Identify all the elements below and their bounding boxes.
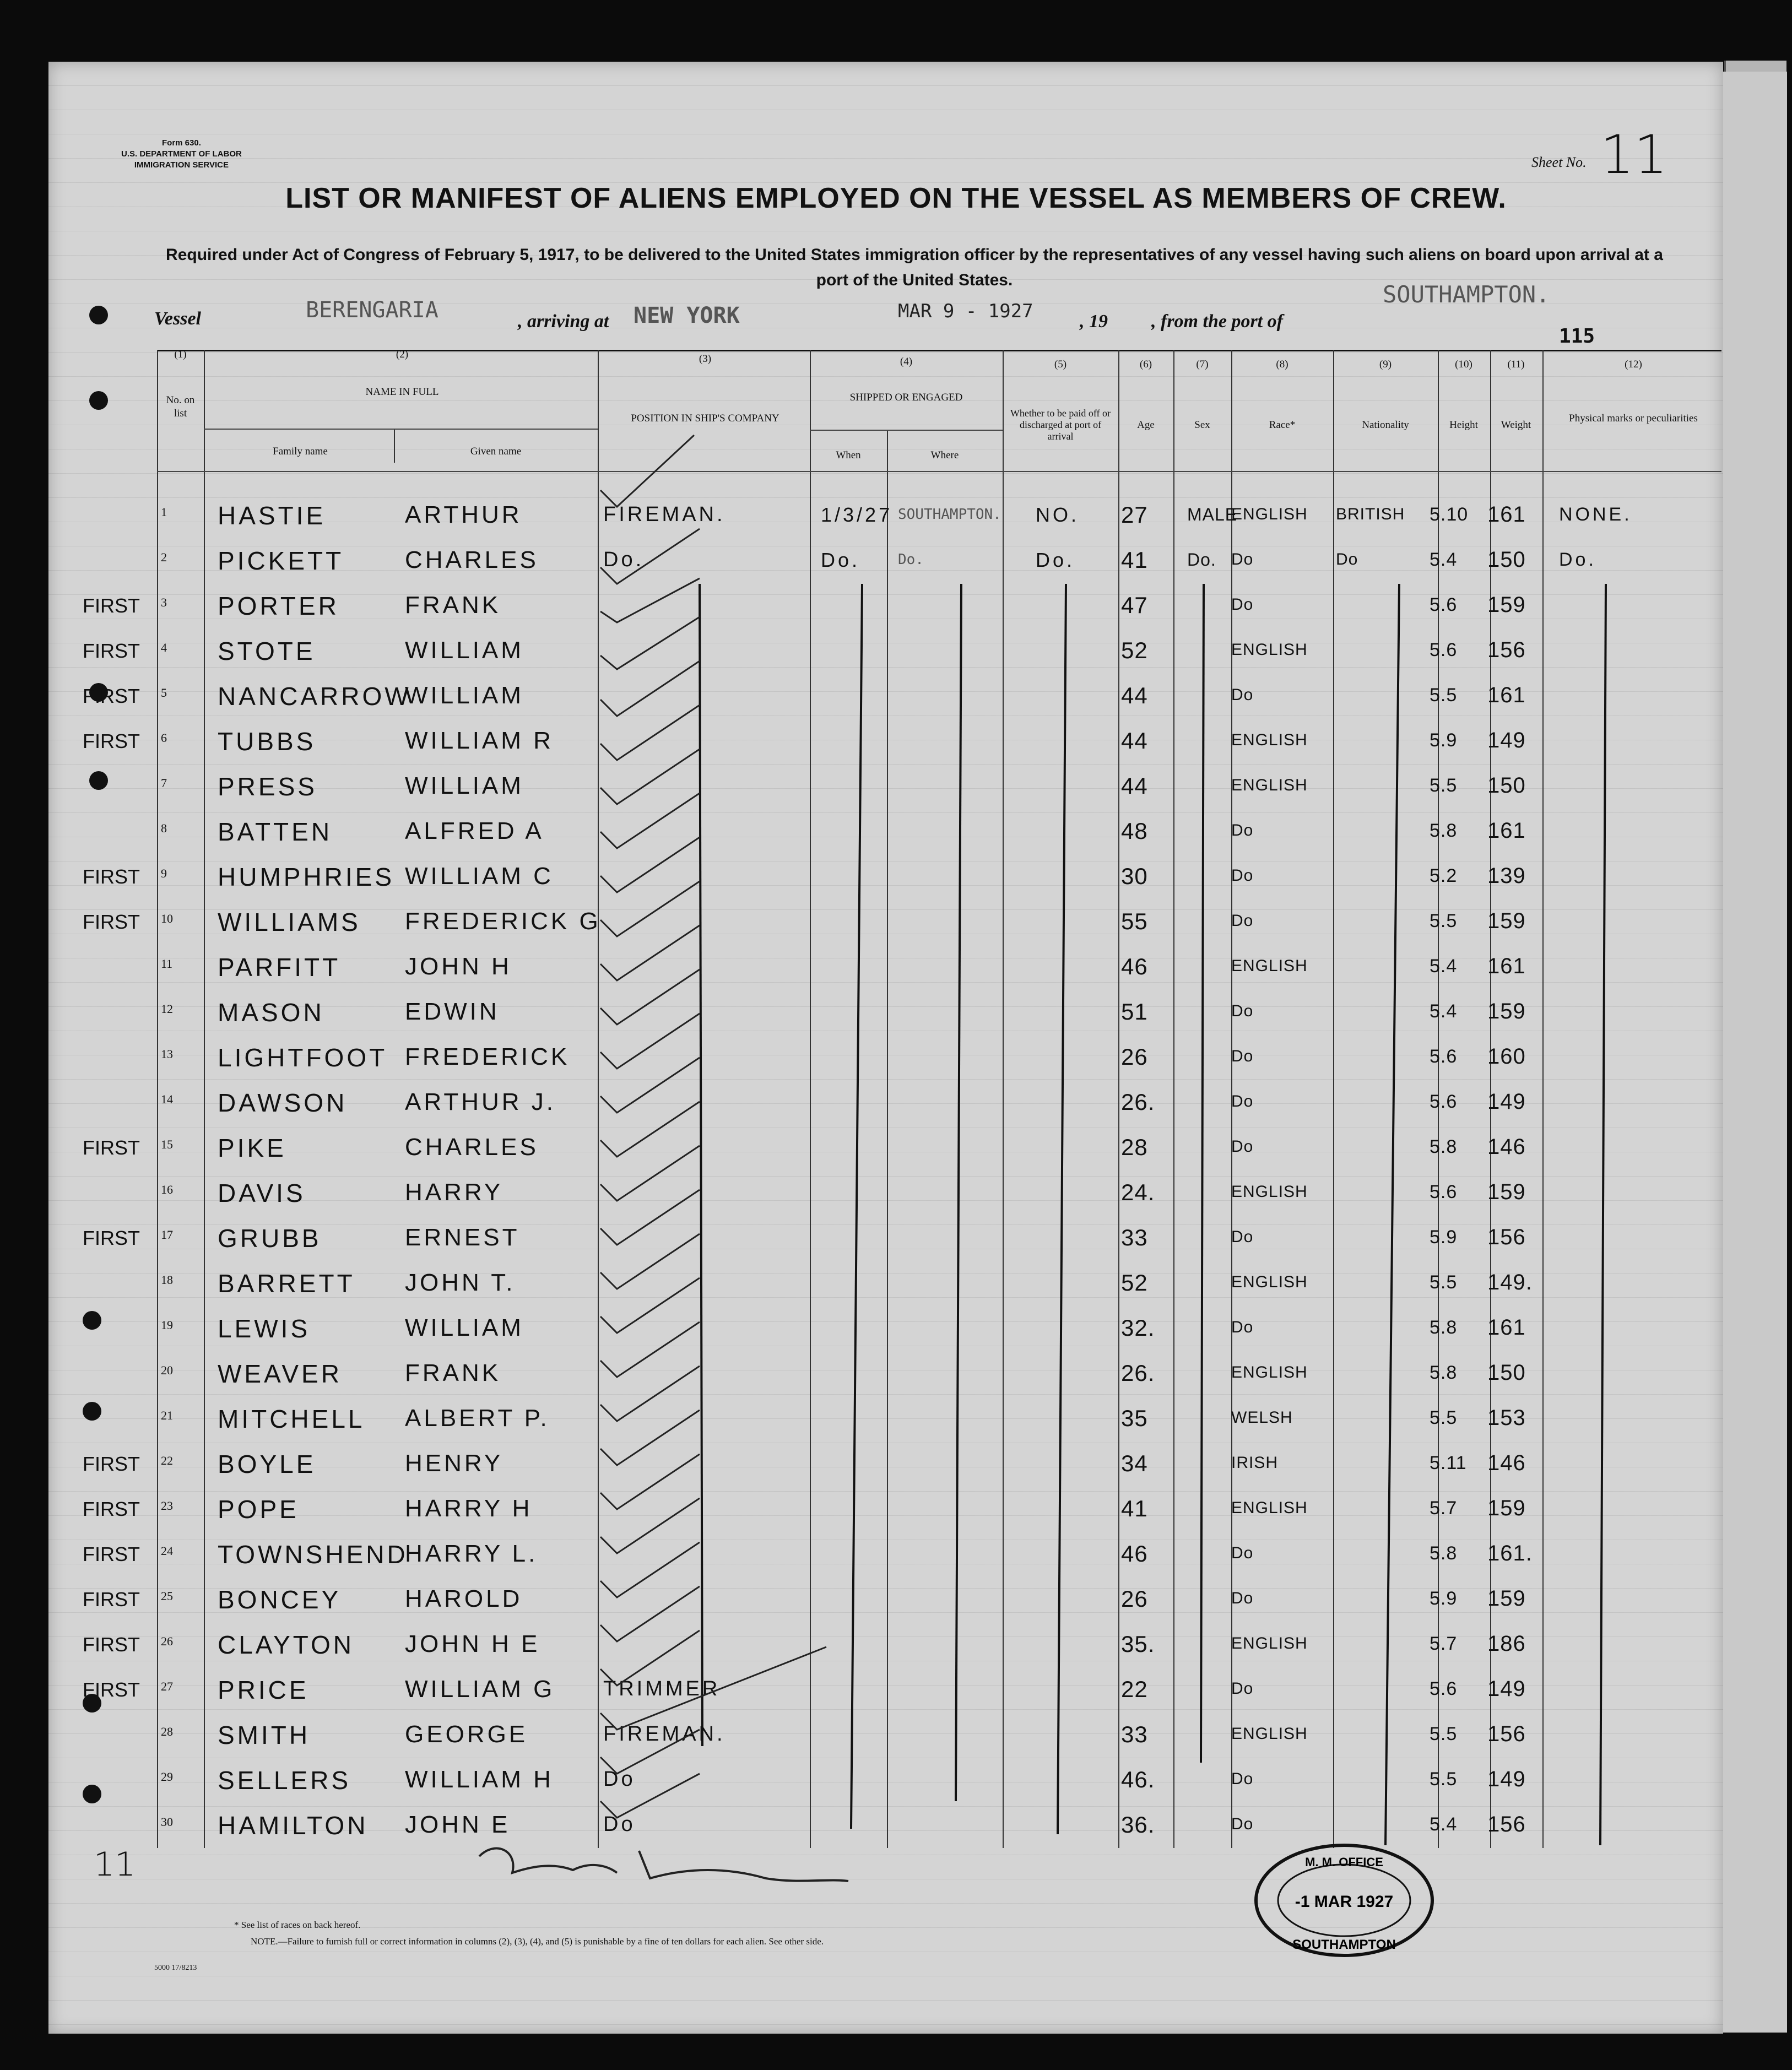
cell-weight: 159 [1487,1180,1526,1204]
stamp-bottom: SOUTHAMPTON [1292,1937,1396,1952]
cell-race: Do [1231,1815,1254,1833]
cell-height: 5.6 [1430,1091,1458,1112]
cell-family: HASTIE [218,501,326,530]
cell-given: HARRY L. [405,1540,538,1567]
cell-race: Do [1231,1544,1254,1562]
row-number: 25 [161,1589,173,1603]
cell-age: 47 [1121,592,1148,618]
cell-nationality: BRITISH [1336,505,1405,523]
row-number: 11 [161,957,173,971]
arriving-label: , arriving at [518,311,609,332]
row-number: 7 [161,776,167,790]
cell-family: GRUBB [218,1224,322,1253]
cell-race: Do [1231,912,1254,930]
cell-age: 34 [1121,1450,1148,1476]
cell-height: 5.6 [1430,1678,1458,1699]
row-number: 1 [161,505,167,519]
cell-family: NANCARROW [218,682,412,711]
header-paid-off: Whether to be paid off or discharged at port of arrival [1010,408,1111,442]
cell-given: FRANK [405,592,501,619]
cell-family: WEAVER [218,1359,342,1388]
col-num-12: (12) [1625,359,1642,370]
cell-given: HARRY H [405,1495,533,1522]
margin-first-note: FIRST [83,1453,140,1475]
cell-given: WILLIAM [405,1314,524,1341]
col-num-1: (1) [174,349,187,360]
col-num-7: (7) [1196,359,1209,370]
cell-height: 5.8 [1430,1317,1458,1338]
print-code: 5000 17/8213 [154,1964,197,1972]
cell-family: SELLERS [218,1766,351,1795]
cell-height: 5.7 [1430,1498,1458,1519]
service: IMMIGRATION SERVICE [134,160,229,170]
cell-family: HUMPHRIES [218,863,395,891]
cell-where: Do. [898,551,924,568]
row-number: 26 [161,1634,173,1648]
header-sex: Sex [1194,419,1210,431]
cell-family: PARFITT [218,953,341,982]
cell-height: 5.8 [1430,1136,1458,1157]
cell-given: WILLIAM H [405,1766,554,1793]
header-weight: Weight [1501,419,1531,431]
row-number: 9 [161,866,167,880]
cell-given: WILLIAM [405,637,524,664]
row-number: 29 [161,1770,173,1784]
cell-given: HAROLD [405,1585,523,1612]
cell-height: 5.2 [1430,865,1458,886]
margin-first-note: FIRST [83,1588,140,1611]
cell-when: 1/3/27 [821,503,893,526]
office-stamp [1250,1840,1438,1961]
col-num-9: (9) [1379,359,1392,370]
cell-age: 26 [1121,1586,1148,1612]
cell-paid: Do. [1036,549,1075,571]
cell-given: WILLIAM G [405,1676,555,1703]
cell-height: 5.4 [1430,1814,1458,1835]
cell-given: WILLIAM C [405,863,554,890]
cell-race: IRISH [1231,1454,1279,1472]
row-number: 3 [161,595,167,609]
penalty-note: NOTE.—Failure to furnish full or correct information in columns (2), (3), (4), and (5) is punishable by a fine of ten dollars for each alien. See other side. [251,1936,824,1947]
race-footnote: * See list of races on back hereof. [234,1920,361,1930]
cell-race: Do [1231,1679,1254,1698]
cell-age: 24. [1121,1179,1155,1205]
col-num-3: (3) [699,353,712,365]
cell-height: 5.5 [1430,685,1458,706]
cell-age: 44 [1121,682,1148,708]
cell-height: 5.8 [1430,1362,1458,1383]
cell-height: 5.5 [1430,1769,1458,1790]
cell-given: JOHN E [405,1811,511,1838]
cell-height: 5.11 [1430,1453,1467,1473]
cell-age: 52 [1121,1270,1148,1296]
cell-family: LIGHTFOOT [218,1043,388,1072]
cell-weight: 150 [1487,1361,1526,1385]
sheet-label: Sheet No. [1531,154,1587,170]
row-number: 20 [161,1363,173,1377]
cell-weight: 159 [1487,909,1526,933]
row-number: 8 [161,821,167,835]
cell-height: 5.4 [1430,549,1458,570]
cell-weight: 146 [1487,1135,1526,1159]
cell-age: 52 [1121,637,1148,663]
cell-given: WILLIAM [405,682,524,709]
cell-race: Do [1231,1318,1254,1336]
cell-given: GEORGE [405,1721,528,1748]
cell-where: SOUTHAMPTON. [898,506,1001,523]
cell-height: 5.4 [1430,956,1458,977]
cell-race: Do [1231,1137,1254,1156]
cell-weight: 149 [1487,1090,1526,1114]
cell-weight: 150 [1487,548,1526,572]
cell-age: 26. [1121,1089,1155,1115]
cell-height: 5.5 [1430,1724,1458,1744]
margin-first-note: FIRST [83,685,140,707]
cell-height: 5.9 [1430,1227,1458,1248]
cell-family: BARRETT [218,1269,355,1298]
row-number: 30 [161,1815,173,1829]
cell-marks: Do. [1559,549,1596,570]
cell-given: EDWIN [405,998,500,1025]
cell-family: MITCHELL [218,1405,365,1433]
cell-weight: 161 [1487,683,1526,707]
cell-race: Do [1231,1770,1254,1788]
cell-race: Do [1231,595,1254,614]
cell-height: 5.4 [1430,1001,1458,1022]
cell-height: 5.6 [1430,594,1458,615]
row-number: 27 [161,1679,173,1693]
cell-race: ENGLISH [1231,776,1308,794]
cell-race: WELSH [1231,1408,1293,1427]
cell-age: 35. [1121,1631,1155,1657]
cell-weight: 149 [1487,728,1526,752]
cell-age: 26 [1121,1044,1148,1070]
sheet-number: 11 [1600,124,1668,186]
cell-family: LEWIS [218,1314,311,1343]
cell-age: 51 [1121,999,1148,1025]
cell-given: JOHN H [405,953,512,980]
col-num-10: (10) [1455,359,1472,370]
cell-race: ENGLISH [1231,1725,1308,1743]
cell-position: Do [603,1768,636,1791]
cell-family: MASON [218,998,324,1027]
row-number: 23 [161,1499,173,1513]
cell-family: STOTE [218,637,316,665]
row-number: 16 [161,1183,173,1196]
cell-given: JOHN H E [405,1630,540,1657]
cell-given: FREDERICK G [405,908,601,935]
cell-age: 27 [1121,502,1148,528]
header-age: Age [1137,419,1155,431]
cell-given: HENRY [405,1450,504,1477]
cell-age: 55 [1121,908,1148,934]
cell-family: HAMILTON [218,1811,369,1840]
cell-nationality: Do [1336,550,1358,568]
row-number: 18 [161,1273,173,1287]
cell-height: 5.10 [1430,504,1469,525]
header-no: No. on list [166,394,195,419]
col-num-8: (8) [1276,359,1288,370]
cell-weight: 156 [1487,1812,1526,1836]
cell-given: WILLIAM [405,772,524,799]
cell-age: 48 [1121,818,1148,844]
cell-family: TOWNSHEND [218,1540,408,1569]
cell-age: 26. [1121,1360,1155,1386]
row-number: 21 [161,1408,173,1422]
page-subtitle: Required under Act of Congress of February 5, 1917, to be delivered to the United States immigration officer by the representatives of any vessel having such aliens on board upon arrival at a port of the United States. [166,246,1663,289]
cell-position: Do. [603,548,645,571]
cell-age: 46 [1121,953,1148,979]
row-number: 24 [161,1544,173,1558]
cell-sex: MALE [1187,505,1238,524]
cell-height: 5.6 [1430,640,1458,660]
header-nationality: Nationality [1362,419,1409,431]
cell-position: FIREMAN. [603,503,726,526]
list-number: 115 [1559,325,1595,348]
cell-family: PIKE [218,1134,286,1162]
cell-age: 44 [1121,728,1148,754]
row-number: 13 [161,1047,173,1061]
from-port: SOUTHAMPTON. [1383,281,1550,308]
cell-given: JOHN T. [405,1269,516,1296]
header-when: When [836,449,861,461]
cell-race: ENGLISH [1231,641,1308,659]
row-number: 5 [161,686,167,700]
cell-given: ALBERT P. [405,1405,550,1432]
cell-family: DAVIS [218,1179,306,1207]
cell-family: PICKETT [218,546,344,575]
col-num-5: (5) [1054,359,1067,370]
cell-weight: 149. [1487,1270,1533,1294]
cell-race: Do [1231,866,1254,885]
cell-family: PRESS [218,772,317,801]
cell-race: Do [1231,821,1254,839]
cell-age: 32. [1121,1315,1155,1341]
cell-race: Do [1231,1047,1254,1065]
cell-given: FREDERICK [405,1043,570,1070]
cell-weight: 153 [1487,1406,1526,1430]
row-number: 10 [161,912,173,925]
cell-family: SMITH [218,1721,311,1749]
col-num-2: (2) [396,349,409,360]
margin-first-note: FIRST [83,1633,140,1656]
margin-first-note: FIRST [83,640,140,662]
margin-first-note: FIRST [83,730,140,752]
vessel-name: BERENGARIA [306,297,438,323]
row-number: 22 [161,1454,173,1467]
cell-weight: 161 [1487,502,1526,527]
row-number: 2 [161,550,167,564]
margin-first-note: FIRST [83,865,140,888]
row-number: 28 [161,1725,173,1738]
cell-family: CLAYTON [218,1630,355,1659]
cell-race: Do [1231,1228,1254,1246]
stamp-date: -1 MAR 1927 [1295,1893,1394,1911]
cell-family: TUBBS [218,727,316,756]
cell-age: 22 [1121,1676,1148,1702]
cell-given: CHARLES [405,1134,539,1161]
header-family: Family name [273,446,328,457]
cell-height: 5.9 [1430,1588,1458,1609]
header-name: NAME IN FULL [365,386,439,398]
cell-family: BOYLE [218,1450,316,1478]
row-number: 6 [161,731,167,745]
cell-weight: 161 [1487,819,1526,843]
cell-family: POPE [218,1495,299,1524]
cell-height: 5.9 [1430,730,1458,751]
cell-weight: 146 [1487,1451,1526,1475]
cell-age: 36. [1121,1812,1155,1838]
col-num-4: (4) [900,356,913,367]
row-number: 15 [161,1137,173,1151]
cell-race: Do [1231,550,1254,568]
cell-weight: 161. [1487,1541,1533,1565]
header-marks: Physical marks or peculiarities [1569,413,1698,424]
cell-given: WILLIAM R [405,727,554,754]
cell-height: 5.6 [1430,1046,1458,1067]
form-number: Form 630. [162,138,201,148]
cell-given: ARTHUR [405,501,522,528]
cell-sex: Do. [1187,550,1216,570]
stamp-top: M. M. OFFICE [1305,1855,1383,1869]
cell-weight: 159 [1487,1586,1526,1611]
cell-race: Do [1231,1002,1254,1020]
cell-weight: 156 [1487,638,1526,662]
cell-paid: NO. [1036,503,1080,526]
cell-race: ENGLISH [1231,1183,1308,1201]
row-number: 19 [161,1318,173,1332]
signature [479,1849,848,1881]
cell-weight: 159 [1487,593,1526,617]
cell-weight: 149 [1487,1767,1526,1791]
margin-first-note: FIRST [83,1678,140,1701]
cell-weight: 160 [1487,1044,1526,1069]
cell-weight: 161 [1487,954,1526,978]
vessel-label: Vessel [154,308,201,329]
cell-weight: 159 [1487,1496,1526,1520]
cell-position: Do [603,1813,636,1836]
cell-race: ENGLISH [1231,1634,1308,1652]
cell-age: 41 [1121,1495,1148,1521]
cell-height: 5.7 [1430,1633,1458,1654]
cell-age: 33 [1121,1721,1148,1747]
cell-height: 5.5 [1430,911,1458,931]
cell-family: PORTER [218,592,339,620]
cell-race: ENGLISH [1231,731,1308,749]
cell-weight: 139 [1487,864,1526,888]
margin-mark: 11 [94,1845,136,1884]
cell-given: FRANK [405,1359,501,1386]
cell-weight: 161 [1487,1315,1526,1340]
cell-age: 46 [1121,1541,1148,1567]
cell-age: 33 [1121,1224,1148,1250]
cell-given: CHARLES [405,546,539,573]
cell-family: BATTEN [218,817,333,846]
cell-race: ENGLISH [1231,505,1308,523]
arrival-date: MAR 9 - 1927 [898,300,1033,322]
cell-family: BONCEY [218,1585,342,1614]
cell-race: Do [1231,686,1254,704]
cell-position: FIREMAN. [603,1722,726,1746]
header-given: Given name [470,446,522,457]
cell-family: DAWSON [218,1088,348,1117]
cell-race: ENGLISH [1231,1273,1308,1291]
year-label: , 19 [1080,311,1108,332]
from-label: , from the port of [1151,311,1283,332]
cell-age: 44 [1121,773,1148,799]
cell-age: 30 [1121,863,1148,889]
margin-first-note: FIRST [83,1227,140,1249]
cell-weight: 156 [1487,1722,1526,1746]
cell-given: HARRY [405,1179,504,1206]
margin-first-note: FIRST [83,1136,140,1159]
header-where: Where [930,449,959,461]
cell-age: 35 [1121,1405,1148,1431]
cell-height: 5.5 [1430,775,1458,796]
cell-given: ERNEST [405,1224,520,1251]
cell-age: 28 [1121,1134,1148,1160]
header-shipped: SHIPPED OR ENGAGED [849,392,963,403]
margin-first-note: FIRST [83,1543,140,1565]
cell-given: ARTHUR J. [405,1088,556,1115]
row-number: 14 [161,1092,173,1106]
department: U.S. DEPARTMENT OF LABOR [121,149,242,159]
cell-race: Do [1231,1589,1254,1607]
arriving-port: NEW YORK [634,303,740,328]
margin-first-note: FIRST [83,911,140,933]
header-position: POSITION IN SHIP'S COMPANY [631,413,779,424]
cell-weight: 159 [1487,999,1526,1023]
cell-height: 5.5 [1430,1272,1458,1293]
cell-given: ALFRED A [405,817,544,844]
cell-weight: 156 [1487,1225,1526,1249]
cell-race: ENGLISH [1231,957,1308,975]
cell-weight: 149 [1487,1677,1526,1701]
cell-height: 5.6 [1430,1182,1458,1202]
cell-height: 5.8 [1430,1543,1458,1564]
cell-race: ENGLISH [1231,1499,1308,1517]
cell-position: TRIMMER [603,1677,721,1700]
cell-height: 5.5 [1430,1407,1458,1428]
cell-race: Do [1231,1092,1254,1110]
cell-marks: NONE. [1559,504,1632,525]
cell-weight: 150 [1487,773,1526,798]
cell-weight: 186 [1487,1632,1526,1656]
cell-age: 46. [1121,1766,1155,1792]
col-num-6: (6) [1139,359,1152,370]
header-height: Height [1449,419,1478,431]
cell-age: 41 [1121,547,1148,573]
header-race: Race* [1269,419,1296,431]
cell-family: PRICE [218,1676,309,1704]
margin-first-note: FIRST [83,1498,140,1520]
margin-first-note: FIRST [83,594,140,617]
row-number: 17 [161,1228,173,1242]
col-num-11: (11) [1507,359,1525,370]
row-number: 4 [161,641,167,654]
cell-height: 5.8 [1430,820,1458,841]
cell-family: WILLIAMS [218,908,361,936]
cell-race: ENGLISH [1231,1363,1308,1381]
row-number: 12 [161,1002,173,1016]
page-title: LIST OR MANIFEST OF ALIENS EMPLOYED ON THE VESSEL AS MEMBERS OF CREW. [285,182,1507,214]
cell-when: Do. [821,549,860,571]
